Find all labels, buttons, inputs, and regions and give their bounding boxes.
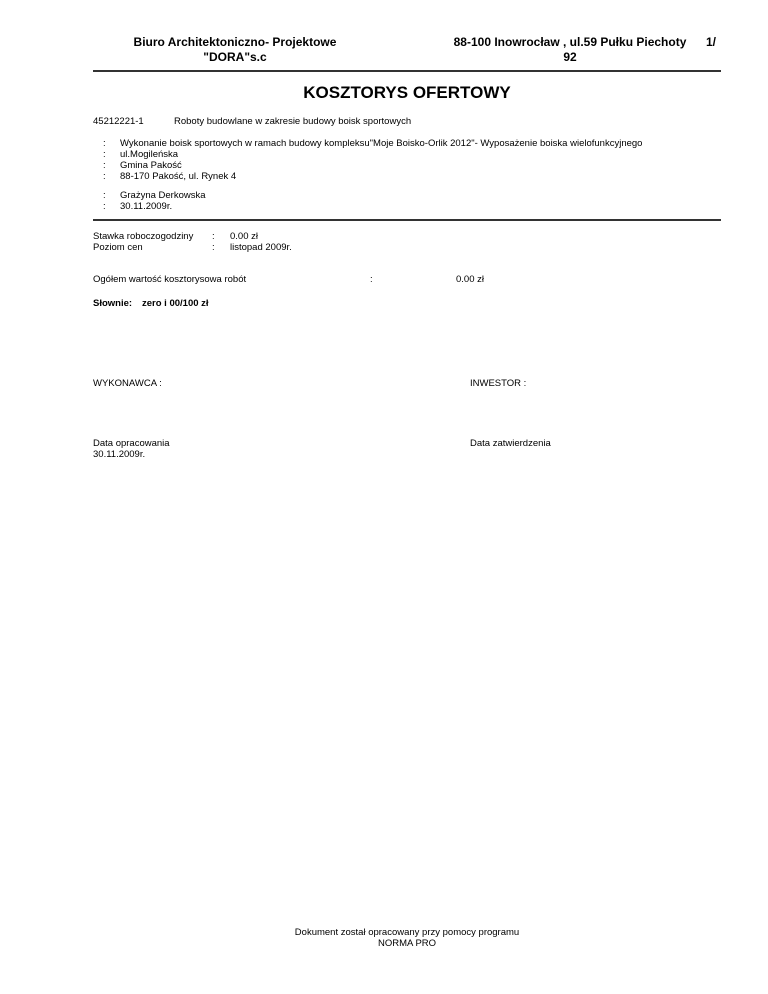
price-level-value: listopad 2009r. (230, 242, 292, 253)
company-name (110, 35, 360, 65)
footer-line-2: NORMA PRO (377, 938, 437, 949)
author-colon: : (103, 201, 106, 212)
investor-label: INWESTOR : (470, 378, 527, 389)
cpv-code: 45212221-1 (93, 116, 144, 127)
section-divider (93, 219, 721, 221)
total-value: 0.00 zł (456, 274, 484, 285)
footer-line-1: Dokument został opracowany przy pomocy programu (294, 927, 520, 938)
details-colon: : (103, 160, 106, 171)
total-label: Ogółem wartość kosztorysowa robót (93, 274, 247, 285)
contractor-label: WYKONAWCA : (93, 378, 162, 389)
in-words-value: zero i 00/100 zł (142, 298, 209, 309)
details-line: Wykonanie boisk sportowych w ramach budowy kompleksu"Moje Boisko-Orlik 2012"- Wyposażenie boiska wielofunkcyjnego (120, 138, 643, 149)
approval-date-label: Data zatwierdzenia (470, 438, 551, 449)
header-divider (93, 70, 721, 72)
hourly-rate-value: 0.00 zł (230, 231, 258, 242)
prepared-date-label: Data opracowania (93, 438, 170, 449)
address-line-1: 88-100 Inowrocław , ul.59 Pułku Piechoty (453, 35, 687, 49)
cpv-description: Roboty budowlane w zakresie budowy boisk sportowych (174, 116, 412, 127)
hourly-rate-label: Stawka roboczogodziny (93, 231, 194, 242)
in-words-label: Słownie: (93, 298, 133, 309)
details-line: Gmina Pakość (120, 160, 182, 171)
total-colon: : (370, 274, 373, 285)
hourly-rate-colon: : (212, 231, 215, 242)
company-line-1: Biuro Architektoniczno- Projektowe (133, 35, 337, 49)
price-level-colon: : (212, 242, 215, 253)
details-colon: : (103, 149, 106, 160)
prepared-date-value: 30.11.2009r. (93, 449, 146, 460)
address-line-2: 92 (563, 50, 577, 64)
page-number: 1/ (706, 35, 717, 49)
details-line: 88-170 Pakość, ul. Rynek 4 (120, 171, 237, 182)
details-line: ul.Mogileńska (120, 149, 179, 160)
details-colon: : (103, 171, 106, 182)
company-address (435, 35, 705, 65)
author-name: Grażyna Derkowska (120, 190, 206, 201)
details-colon: : (103, 138, 106, 149)
document-title: KOSZTORYS OFERTOWY (303, 83, 511, 102)
price-level-label: Poziom cen (93, 242, 143, 253)
author-date: 30.11.2009r. (120, 201, 173, 212)
footer-note (93, 927, 721, 949)
company-line-2: "DORA"s.c (203, 50, 267, 64)
author-colon: : (103, 190, 106, 201)
